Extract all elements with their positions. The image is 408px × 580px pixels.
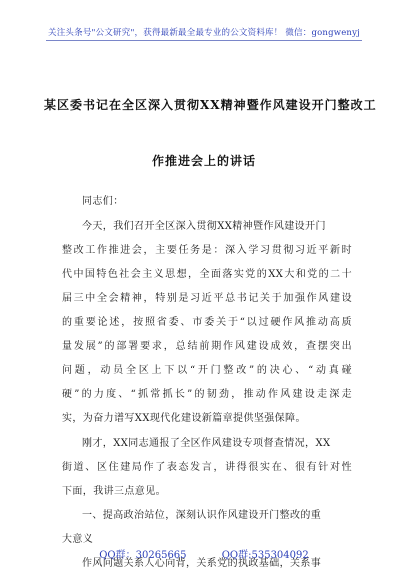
section-heading-line: 大意义 (62, 534, 94, 545)
paragraph-line: 实，为奋力谱写XX现代化建设新篇章提供坚强保障。 (62, 413, 306, 424)
paragraph-line: 届三中全会精神，特别是习近平总书记关于加强作风建设 (62, 293, 352, 304)
footer-qq-group-1: QQ群：30265665 (99, 550, 187, 561)
paragraph-line: 刚才，XX同志通报了全区作风建设专项督查情况，XX (82, 438, 331, 449)
header-divider (46, 40, 362, 41)
paragraph-line: 今天，我们召开全区深入贯彻XX精神暨作风建设开门 (82, 221, 326, 232)
footer-qq-group-2: QQ群:535304092 (221, 550, 309, 561)
section-heading-line: 一、提高政治站位，深刻认识作风建设开门整改的重 (82, 510, 322, 521)
paragraph-line: 的重要论述，按照省委、市委关于“以过硬作风推动高质 (62, 317, 352, 328)
paragraph-line: 街道、区住建局作了表态发言，讲得很实在、很有针对性 (62, 462, 352, 473)
document-title-line-1: 某区委书记在全区深入贯彻XX精神暨作风建设开门整改工 (44, 98, 377, 112)
paragraph-line: 量发展”的部署要求，总结前期作风建设成效，查摆突出 (62, 341, 352, 352)
paragraph-line: 硬”的力度、“抓常抓长”的韧劲，推动作风建设走深走 (62, 389, 352, 400)
footer-contact (0, 546, 408, 561)
salutation: 同志们： (82, 196, 124, 207)
paragraph-line: 下面，我讲三点意见。 (62, 486, 166, 497)
paragraph-line: 作风问题关系人心向背，关系党的执政基础，关系事 (82, 558, 322, 569)
paragraph-line: 代中国特色社会主义思想，全面落实党的XX大和党的二十 (62, 269, 352, 280)
header-banner: 关注头条号"公文研究"，获得最新最全最专业的公文资料库！ 微信：gongwenyj (48, 28, 360, 38)
document-title-line-2: 作推进会上的讲话 (151, 154, 256, 168)
paragraph-line: 问题，动员全区上下以“开门整改”的决心、“动真碰 (62, 365, 352, 376)
paragraph-line: 整改工作推进会，主要任务是：深入学习贯彻习近平新时 (62, 245, 352, 256)
